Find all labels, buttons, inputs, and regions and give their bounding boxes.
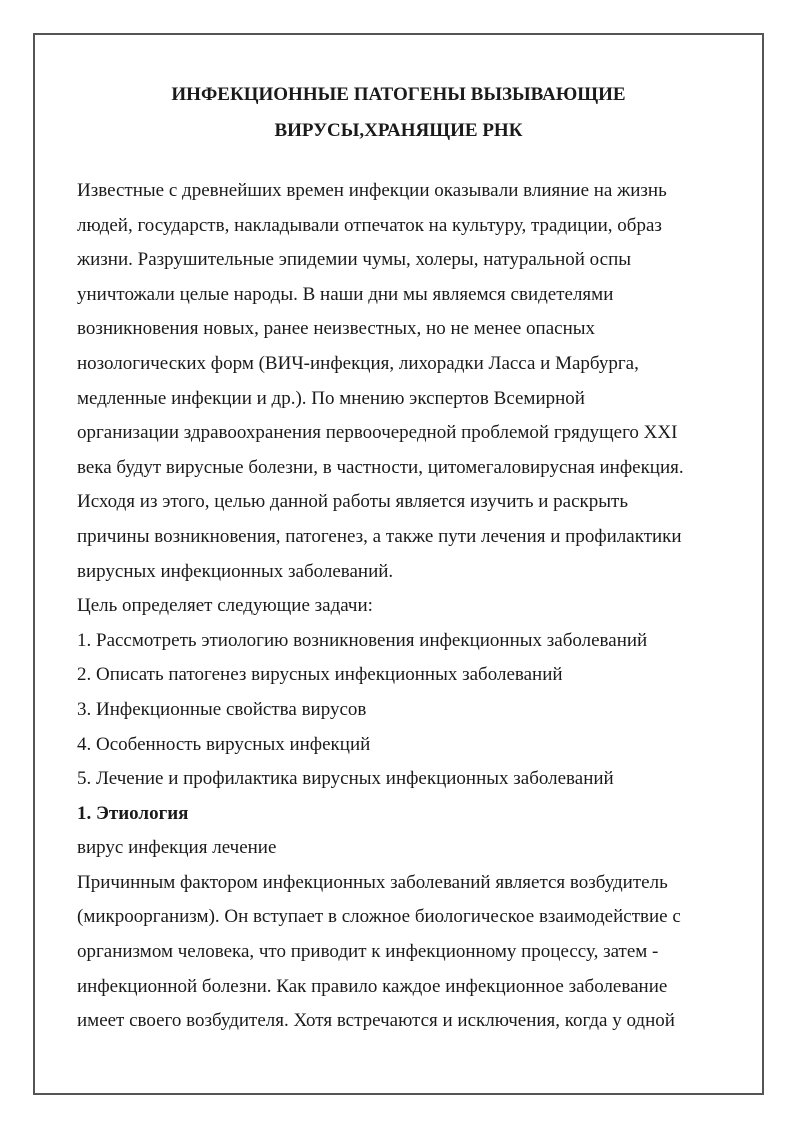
text-line: вирусных инфекционных заболеваний. bbox=[77, 560, 394, 582]
title-line-1: ИНФЕКЦИОННЫЕ ПАТОГЕНЫ ВЫЗЫВАЮЩИЕ bbox=[171, 84, 626, 105]
document-body bbox=[77, 174, 737, 1039]
task-item: 4. Особенность вирусных инфекций bbox=[77, 733, 371, 755]
intro-paragraph bbox=[77, 174, 737, 589]
tasks-list bbox=[77, 624, 737, 797]
page-frame bbox=[33, 33, 764, 1095]
section-heading-text: 1. Этиология bbox=[77, 802, 189, 824]
tasks-intro-text: Цель определяет следующие задачи: bbox=[77, 595, 373, 617]
title-line-2: ВИРУСЫ,ХРАНЯЩИЕ РНК bbox=[274, 120, 523, 141]
text-line: причины возникновения, патогенез, а также пути лечения и профилактики bbox=[77, 525, 682, 547]
tasks-intro bbox=[77, 589, 737, 624]
etiology-paragraph bbox=[77, 866, 737, 1039]
text-line: людей, государств, накладывали отпечаток на культуру, традиции, образ bbox=[77, 214, 662, 236]
text-line: уничтожали целые народы. В наши дни мы являемся свидетелями bbox=[77, 283, 614, 305]
text-line: имеет своего возбудителя. Хотя встречаются и исключения, когда у одной bbox=[77, 1010, 675, 1032]
text-line: возникновения новых, ранее неизвестных, но не менее опасных bbox=[77, 318, 596, 340]
keywords bbox=[77, 831, 737, 866]
task-item: 3. Инфекционные свойства вирусов bbox=[77, 698, 367, 720]
document-title bbox=[35, 77, 762, 149]
text-line: Исходя из этого, целью данной работы является изучить и раскрыть bbox=[77, 491, 628, 513]
section-heading-etiology bbox=[77, 797, 737, 832]
text-line: Причинным фактором инфекционных заболеваний является возбудитель bbox=[77, 871, 668, 893]
keywords-text: вирус инфекция лечение bbox=[77, 837, 277, 859]
text-line: организмом человека, что приводит к инфекционному процессу, затем - bbox=[77, 941, 659, 963]
text-line: Известные с древнейших времен инфекции оказывали влияние на жизнь bbox=[77, 180, 667, 201]
task-item: 1. Рассмотреть этиологию возникновения инфекционных заболеваний bbox=[77, 629, 648, 651]
text-line: организации здравоохранения первоочередной проблемой грядущего XXI bbox=[77, 422, 678, 444]
task-item: 5. Лечение и профилактика вирусных инфекционных заболеваний bbox=[77, 768, 614, 790]
text-line: медленные инфекции и др.). По мнению экспертов Всемирной bbox=[77, 387, 585, 409]
text-line: инфекционной болезни. Как правило каждое инфекционное заболевание bbox=[77, 975, 668, 997]
text-line: нозологических форм (ВИЧ-инфекция, лихорадки Ласса и Марбурга, bbox=[77, 352, 639, 374]
task-item: 2. Описать патогенез вирусных инфекционных заболеваний bbox=[77, 664, 563, 686]
text-line: жизни. Разрушительные эпидемии чумы, холеры, натуральной оспы bbox=[77, 249, 632, 271]
text-line: века будут вирусные болезни, в частности, цитомегаловирусная инфекция. bbox=[77, 456, 684, 478]
text-line: (микроорганизм). Он вступает в сложное биологическое взаимодействие с bbox=[77, 906, 681, 928]
